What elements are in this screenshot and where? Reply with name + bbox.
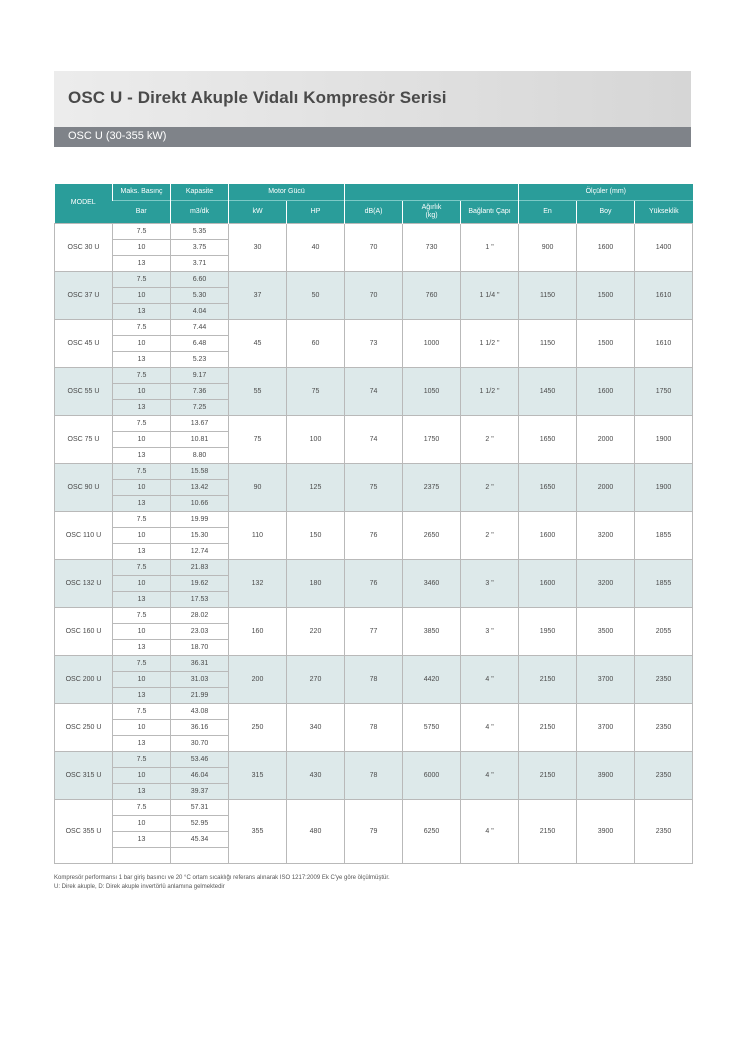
header-en: En [519, 201, 577, 224]
db-cell: 79 [345, 800, 403, 864]
title-banner [54, 71, 691, 127]
height-cell: 2350 [635, 752, 693, 800]
bar-cell: 13 [113, 352, 171, 368]
spec-table-body [55, 224, 693, 864]
bar-cell: 7.5 [113, 224, 171, 240]
bar-cell: 7.5 [113, 320, 171, 336]
capacity-cell: 18.70 [171, 640, 229, 656]
header-weight-line2: (kg) [425, 212, 438, 219]
weight-cell: 6000 [403, 752, 461, 800]
page-title: OSC U - Direkt Akuple Vidalı Kompresör Serisi [68, 88, 447, 107]
bar-cell [113, 848, 171, 864]
conn-cell: 4 " [461, 752, 519, 800]
kw-cell: 200 [229, 656, 287, 704]
db-cell: 78 [345, 752, 403, 800]
capacity-cell: 23.03 [171, 624, 229, 640]
table-row [55, 464, 693, 480]
conn-cell: 1 1/4 " [461, 272, 519, 320]
bar-cell: 10 [113, 528, 171, 544]
header-weight-line1: Ağırlık [421, 203, 442, 211]
capacity-cell: 8.80 [171, 448, 229, 464]
bar-cell: 10 [113, 480, 171, 496]
hp-cell: 340 [287, 704, 345, 752]
capacity-cell: 43.08 [171, 704, 229, 720]
bar-cell: 7.5 [113, 272, 171, 288]
footnote-2: U: Direk akuple, D: Direk akuple invertörlü anlamına gelmektedir [54, 884, 225, 890]
db-cell: 70 [345, 224, 403, 272]
model-cell: OSC 355 U [55, 800, 113, 864]
kw-cell: 37 [229, 272, 287, 320]
capacity-cell: 19.99 [171, 512, 229, 528]
capacity-cell: 7.36 [171, 384, 229, 400]
bar-cell: 13 [113, 688, 171, 704]
capacity-cell: 3.75 [171, 240, 229, 256]
bar-cell: 10 [113, 720, 171, 736]
bar-cell: 13 [113, 640, 171, 656]
model-cell: OSC 30 U [55, 224, 113, 272]
hp-cell: 40 [287, 224, 345, 272]
en-cell: 1950 [519, 608, 577, 656]
model-cell: OSC 160 U [55, 608, 113, 656]
height-cell: 1855 [635, 560, 693, 608]
conn-cell: 2 " [461, 464, 519, 512]
subtitle-banner [54, 127, 691, 147]
boy-cell: 1500 [577, 320, 635, 368]
capacity-cell: 10.66 [171, 496, 229, 512]
kw-cell: 315 [229, 752, 287, 800]
bar-cell: 13 [113, 256, 171, 272]
db-cell: 73 [345, 320, 403, 368]
bar-cell: 13 [113, 544, 171, 560]
weight-cell: 3850 [403, 608, 461, 656]
boy-cell: 1500 [577, 272, 635, 320]
capacity-cell: 9.17 [171, 368, 229, 384]
header-capacity: Kapasite [171, 184, 229, 201]
table-row [55, 704, 693, 720]
hp-cell: 125 [287, 464, 345, 512]
en-cell: 1650 [519, 416, 577, 464]
table-row [55, 368, 693, 384]
db-cell: 78 [345, 704, 403, 752]
en-cell: 1600 [519, 512, 577, 560]
db-cell: 74 [345, 416, 403, 464]
height-cell: 1855 [635, 512, 693, 560]
capacity-cell: 36.16 [171, 720, 229, 736]
table-row [55, 272, 693, 288]
weight-cell: 730 [403, 224, 461, 272]
conn-cell: 3 " [461, 608, 519, 656]
height-cell: 1610 [635, 320, 693, 368]
db-cell: 77 [345, 608, 403, 656]
capacity-cell: 36.31 [171, 656, 229, 672]
header-model: MODEL [55, 184, 113, 224]
conn-cell: 2 " [461, 512, 519, 560]
hp-cell: 60 [287, 320, 345, 368]
height-cell: 2350 [635, 704, 693, 752]
bar-cell: 13 [113, 400, 171, 416]
bar-cell: 10 [113, 672, 171, 688]
boy-cell: 2000 [577, 464, 635, 512]
kw-cell: 75 [229, 416, 287, 464]
bar-cell: 7.5 [113, 464, 171, 480]
height-cell: 1750 [635, 368, 693, 416]
bar-cell: 7.5 [113, 752, 171, 768]
model-cell: OSC 90 U [55, 464, 113, 512]
capacity-cell: 6.60 [171, 272, 229, 288]
header-connection: Bağlantı Çapı [461, 201, 519, 224]
db-cell: 76 [345, 512, 403, 560]
conn-cell: 4 " [461, 656, 519, 704]
spec-table [54, 184, 693, 864]
boy-cell: 3500 [577, 608, 635, 656]
capacity-cell: 15.30 [171, 528, 229, 544]
en-cell: 2150 [519, 704, 577, 752]
hp-cell: 100 [287, 416, 345, 464]
bar-cell: 7.5 [113, 704, 171, 720]
en-cell: 2150 [519, 752, 577, 800]
bar-cell: 13 [113, 448, 171, 464]
bar-cell: 10 [113, 432, 171, 448]
weight-cell: 1750 [403, 416, 461, 464]
kw-cell: 250 [229, 704, 287, 752]
table-row [55, 608, 693, 624]
header-m3dk: m3/dk [171, 201, 229, 224]
bar-cell: 10 [113, 576, 171, 592]
capacity-cell: 21.99 [171, 688, 229, 704]
model-cell: OSC 132 U [55, 560, 113, 608]
capacity-cell: 39.37 [171, 784, 229, 800]
capacity-cell: 3.71 [171, 256, 229, 272]
boy-cell: 3700 [577, 656, 635, 704]
kw-cell: 355 [229, 800, 287, 864]
weight-cell: 760 [403, 272, 461, 320]
table-row [55, 752, 693, 768]
capacity-cell: 7.25 [171, 400, 229, 416]
capacity-cell: 5.23 [171, 352, 229, 368]
kw-cell: 110 [229, 512, 287, 560]
bar-cell: 10 [113, 240, 171, 256]
header-dimensions: Ölçüler (mm) [519, 184, 693, 201]
hp-cell: 220 [287, 608, 345, 656]
model-cell: OSC 315 U [55, 752, 113, 800]
db-cell: 75 [345, 464, 403, 512]
hp-cell: 75 [287, 368, 345, 416]
weight-cell: 5750 [403, 704, 461, 752]
bar-cell: 13 [113, 304, 171, 320]
capacity-cell: 19.62 [171, 576, 229, 592]
en-cell: 1150 [519, 320, 577, 368]
hp-cell: 50 [287, 272, 345, 320]
model-cell: OSC 45 U [55, 320, 113, 368]
model-cell: OSC 75 U [55, 416, 113, 464]
en-cell: 900 [519, 224, 577, 272]
capacity-cell: 10.81 [171, 432, 229, 448]
height-cell: 2350 [635, 656, 693, 704]
bar-cell: 13 [113, 592, 171, 608]
model-cell: OSC 110 U [55, 512, 113, 560]
en-cell: 1450 [519, 368, 577, 416]
conn-cell: 2 " [461, 416, 519, 464]
table-row [55, 560, 693, 576]
boy-cell: 1600 [577, 224, 635, 272]
header-boy: Boy [577, 201, 635, 224]
capacity-cell: 12.74 [171, 544, 229, 560]
table-row [55, 512, 693, 528]
header-kw: kW [229, 201, 287, 224]
header-motor: Motor Gücü [229, 184, 345, 201]
capacity-cell: 57.31 [171, 800, 229, 816]
boy-cell: 3700 [577, 704, 635, 752]
bar-cell: 7.5 [113, 368, 171, 384]
kw-cell: 30 [229, 224, 287, 272]
capacity-cell: 21.83 [171, 560, 229, 576]
table-row [55, 656, 693, 672]
weight-cell: 2375 [403, 464, 461, 512]
footnotes [54, 874, 390, 892]
header-hp: HP [287, 201, 345, 224]
en-cell: 2150 [519, 656, 577, 704]
bar-cell: 13 [113, 496, 171, 512]
capacity-cell: 28.02 [171, 608, 229, 624]
table-row [55, 224, 693, 240]
capacity-cell: 45.34 [171, 832, 229, 848]
bar-cell: 7.5 [113, 608, 171, 624]
model-cell: OSC 37 U [55, 272, 113, 320]
kw-cell: 132 [229, 560, 287, 608]
capacity-cell: 7.44 [171, 320, 229, 336]
table-row [55, 416, 693, 432]
bar-cell: 7.5 [113, 656, 171, 672]
model-cell: OSC 200 U [55, 656, 113, 704]
capacity-cell: 6.48 [171, 336, 229, 352]
boy-cell: 2000 [577, 416, 635, 464]
boy-cell: 3200 [577, 560, 635, 608]
en-cell: 1650 [519, 464, 577, 512]
kw-cell: 45 [229, 320, 287, 368]
en-cell: 2150 [519, 800, 577, 864]
bar-cell: 10 [113, 768, 171, 784]
height-cell: 1610 [635, 272, 693, 320]
bar-cell: 7.5 [113, 560, 171, 576]
header-bar: Bar [113, 201, 171, 224]
hp-cell: 270 [287, 656, 345, 704]
bar-cell: 7.5 [113, 416, 171, 432]
capacity-cell: 5.35 [171, 224, 229, 240]
capacity-cell: 5.30 [171, 288, 229, 304]
header-spacer [345, 184, 519, 201]
boy-cell: 3900 [577, 800, 635, 864]
weight-cell: 1050 [403, 368, 461, 416]
bar-cell: 10 [113, 384, 171, 400]
hp-cell: 150 [287, 512, 345, 560]
capacity-cell: 4.04 [171, 304, 229, 320]
height-cell: 1900 [635, 416, 693, 464]
bar-cell: 10 [113, 816, 171, 832]
conn-cell: 1 " [461, 224, 519, 272]
footnote-1: Kompresör performansı 1 bar giriş basıncı ve 20 °C ortam sıcaklığı referans alınarak ISO 1217:2009 Ek C'ye göre ölçülmüştür. [54, 875, 390, 881]
capacity-cell: 13.67 [171, 416, 229, 432]
table-row [55, 800, 693, 816]
capacity-cell: 52.95 [171, 816, 229, 832]
kw-cell: 160 [229, 608, 287, 656]
conn-cell: 3 " [461, 560, 519, 608]
en-cell: 1150 [519, 272, 577, 320]
bar-cell: 13 [113, 784, 171, 800]
height-cell: 1900 [635, 464, 693, 512]
height-cell: 1400 [635, 224, 693, 272]
hp-cell: 480 [287, 800, 345, 864]
capacity-cell: 17.53 [171, 592, 229, 608]
header-pressure: Maks. Basınç [113, 184, 171, 201]
boy-cell: 1600 [577, 368, 635, 416]
header-row-sub [55, 201, 693, 224]
height-cell: 2055 [635, 608, 693, 656]
table-row [55, 320, 693, 336]
height-cell: 2350 [635, 800, 693, 864]
bar-cell: 10 [113, 288, 171, 304]
conn-cell: 1 1/2 " [461, 320, 519, 368]
bar-cell: 13 [113, 832, 171, 848]
weight-cell: 4420 [403, 656, 461, 704]
bar-cell: 10 [113, 624, 171, 640]
db-cell: 74 [345, 368, 403, 416]
header-db: dB(A) [345, 201, 403, 224]
bar-cell: 7.5 [113, 800, 171, 816]
capacity-cell: 46.04 [171, 768, 229, 784]
bar-cell: 7.5 [113, 512, 171, 528]
capacity-cell: 31.03 [171, 672, 229, 688]
weight-cell: 6250 [403, 800, 461, 864]
model-cell: OSC 55 U [55, 368, 113, 416]
capacity-cell [171, 848, 229, 864]
bar-cell: 10 [113, 336, 171, 352]
conn-cell: 4 " [461, 704, 519, 752]
boy-cell: 3900 [577, 752, 635, 800]
kw-cell: 55 [229, 368, 287, 416]
header-weight [403, 201, 461, 224]
db-cell: 78 [345, 656, 403, 704]
weight-cell: 3460 [403, 560, 461, 608]
model-cell: OSC 250 U [55, 704, 113, 752]
bar-cell: 13 [113, 736, 171, 752]
kw-cell: 90 [229, 464, 287, 512]
capacity-cell: 15.58 [171, 464, 229, 480]
weight-cell: 2650 [403, 512, 461, 560]
conn-cell: 4 " [461, 800, 519, 864]
header-row-top [55, 184, 693, 201]
page-subtitle: OSC U (30-355 kW) [68, 130, 167, 142]
capacity-cell: 13.42 [171, 480, 229, 496]
conn-cell: 1 1/2 " [461, 368, 519, 416]
en-cell: 1600 [519, 560, 577, 608]
boy-cell: 3200 [577, 512, 635, 560]
header-height: Yükseklik [635, 201, 693, 224]
weight-cell: 1000 [403, 320, 461, 368]
db-cell: 76 [345, 560, 403, 608]
capacity-cell: 53.46 [171, 752, 229, 768]
db-cell: 70 [345, 272, 403, 320]
capacity-cell: 30.70 [171, 736, 229, 752]
hp-cell: 430 [287, 752, 345, 800]
hp-cell: 180 [287, 560, 345, 608]
